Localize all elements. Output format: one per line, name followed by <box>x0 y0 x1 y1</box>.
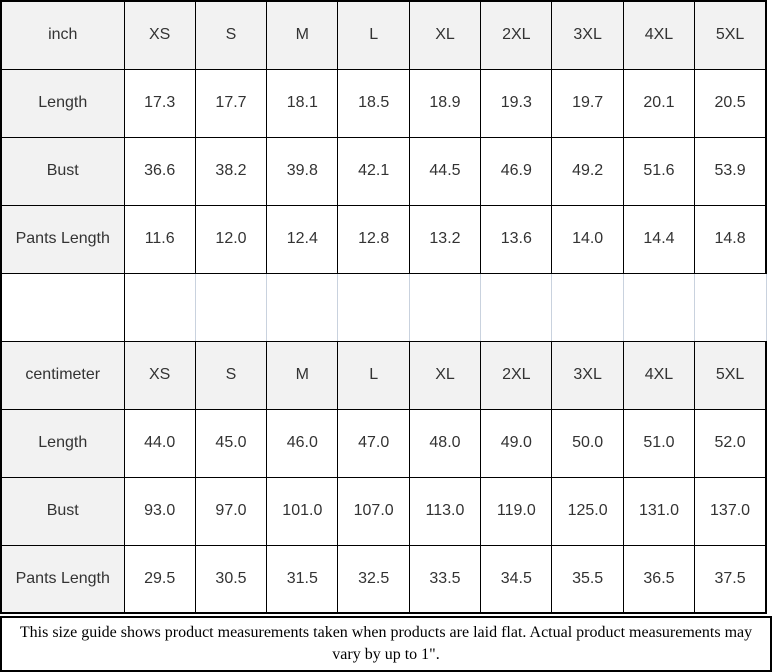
value-cell: 37.5 <box>695 545 766 613</box>
value-cell: 51.0 <box>623 409 694 477</box>
footer-note-text: This size guide shows product measurements taken when products are laid flat. Actual product measurements may vary by up to 1". <box>19 624 753 663</box>
value-cell: 38.2 <box>195 137 266 205</box>
size-header-cell: 2XL <box>481 1 552 69</box>
size-header-cell: 3XL <box>552 341 623 409</box>
value-cell: 44.5 <box>409 137 480 205</box>
value-cell: 45.0 <box>195 409 266 477</box>
spacer-row <box>1 273 766 341</box>
value-cell: 44.0 <box>124 409 195 477</box>
row-label-cell: Pants Length <box>1 205 124 273</box>
value-cell: 19.7 <box>552 69 623 137</box>
value-cell: 46.0 <box>267 409 338 477</box>
value-cell: 13.6 <box>481 205 552 273</box>
value-cell: 49.2 <box>552 137 623 205</box>
size-header-cell: M <box>267 1 338 69</box>
value-cell: 131.0 <box>623 477 694 545</box>
footer-note <box>0 616 772 672</box>
value-cell: 93.0 <box>124 477 195 545</box>
row-label-cell: Length <box>1 409 124 477</box>
spacer-cell <box>124 273 195 341</box>
measurement-row <box>1 69 766 137</box>
value-cell: 47.0 <box>338 409 409 477</box>
size-header-cell: L <box>338 1 409 69</box>
value-cell: 12.8 <box>338 205 409 273</box>
unit-cell: inch <box>1 1 124 69</box>
value-cell: 32.5 <box>338 545 409 613</box>
value-cell: 48.0 <box>409 409 480 477</box>
value-cell: 20.1 <box>623 69 694 137</box>
value-cell: 14.0 <box>552 205 623 273</box>
size-header-cell: M <box>267 341 338 409</box>
size-header-cell: XS <box>124 1 195 69</box>
value-cell: 13.2 <box>409 205 480 273</box>
value-cell: 50.0 <box>552 409 623 477</box>
value-cell: 14.8 <box>695 205 766 273</box>
spacer-cell <box>695 273 766 341</box>
value-cell: 12.4 <box>267 205 338 273</box>
value-cell: 113.0 <box>409 477 480 545</box>
value-cell: 18.5 <box>338 69 409 137</box>
size-header-cell: S <box>195 1 266 69</box>
spacer-cell <box>552 273 623 341</box>
value-cell: 19.3 <box>481 69 552 137</box>
row-label-cell: Length <box>1 69 124 137</box>
value-cell: 101.0 <box>267 477 338 545</box>
size-header-cell: L <box>338 341 409 409</box>
size-header-cell: 4XL <box>623 1 694 69</box>
value-cell: 53.9 <box>695 137 766 205</box>
spacer-cell <box>1 273 124 341</box>
value-cell: 137.0 <box>695 477 766 545</box>
value-cell: 18.9 <box>409 69 480 137</box>
spacer-cell <box>623 273 694 341</box>
value-cell: 18.1 <box>267 69 338 137</box>
value-cell: 34.5 <box>481 545 552 613</box>
size-header-cell: 2XL <box>481 341 552 409</box>
value-cell: 20.5 <box>695 69 766 137</box>
spacer-cell <box>195 273 266 341</box>
value-cell: 52.0 <box>695 409 766 477</box>
value-cell: 11.6 <box>124 205 195 273</box>
size-header-cell: 4XL <box>623 341 694 409</box>
row-label-cell: Bust <box>1 137 124 205</box>
spacer-cell <box>409 273 480 341</box>
size-header-cell: XL <box>409 341 480 409</box>
size-header-cell: XS <box>124 341 195 409</box>
value-cell: 107.0 <box>338 477 409 545</box>
value-cell: 39.8 <box>267 137 338 205</box>
value-cell: 36.5 <box>623 545 694 613</box>
size-header-cell: S <box>195 341 266 409</box>
size-header-cell: 5XL <box>695 341 766 409</box>
value-cell: 42.1 <box>338 137 409 205</box>
value-cell: 119.0 <box>481 477 552 545</box>
size-header-cell: XL <box>409 1 480 69</box>
unit-header-row <box>1 1 766 69</box>
value-cell: 29.5 <box>124 545 195 613</box>
spacer-cell <box>267 273 338 341</box>
value-cell: 35.5 <box>552 545 623 613</box>
value-cell: 12.0 <box>195 205 266 273</box>
measurement-row <box>1 545 766 613</box>
value-cell: 14.4 <box>623 205 694 273</box>
measurement-row <box>1 137 766 205</box>
unit-cell: centimeter <box>1 341 124 409</box>
value-cell: 46.9 <box>481 137 552 205</box>
value-cell: 125.0 <box>552 477 623 545</box>
row-label-cell: Bust <box>1 477 124 545</box>
size-header-cell: 5XL <box>695 1 766 69</box>
value-cell: 49.0 <box>481 409 552 477</box>
value-cell: 51.6 <box>623 137 694 205</box>
value-cell: 17.3 <box>124 69 195 137</box>
value-cell: 17.7 <box>195 69 266 137</box>
unit-header-row <box>1 341 766 409</box>
value-cell: 30.5 <box>195 545 266 613</box>
measurement-row <box>1 205 766 273</box>
value-cell: 36.6 <box>124 137 195 205</box>
row-label-cell: Pants Length <box>1 545 124 613</box>
value-cell: 97.0 <box>195 477 266 545</box>
spacer-cell <box>481 273 552 341</box>
measurement-row <box>1 477 766 545</box>
spacer-cell <box>338 273 409 341</box>
measurement-row <box>1 409 766 477</box>
value-cell: 31.5 <box>267 545 338 613</box>
size-header-cell: 3XL <box>552 1 623 69</box>
value-cell: 33.5 <box>409 545 480 613</box>
